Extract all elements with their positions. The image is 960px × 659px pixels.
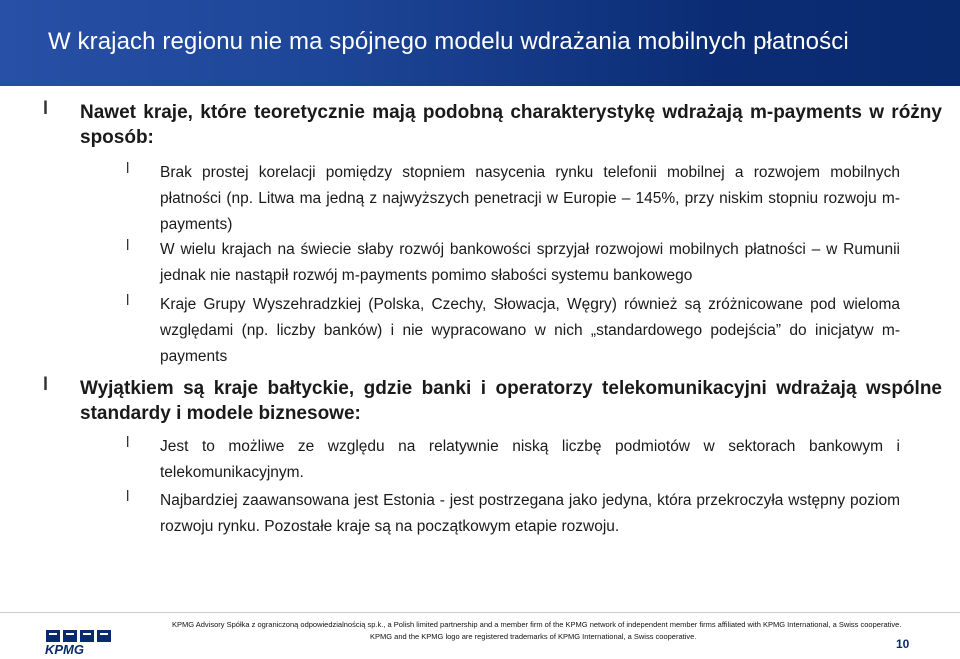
sub-bullet-marker: l [126, 488, 130, 505]
footer-divider [0, 612, 960, 613]
kpmg-logo [44, 630, 116, 656]
bullet-1-text: Nawet kraje, które teoretycznie mają podobną charakterystykę wdrażają m-payments w różny sposób: [80, 102, 942, 148]
bullet-marker: l [43, 374, 49, 394]
sub-bullet-1-3-text: Kraje Grupy Wyszehradzkiej (Polska, Czechy, Słowacja, Węgry) również są zróżnicowane pod wieloma względami (np. liczby banków) i nie wypracowano w nich „standardowego podejścia” do inicjatyw m-payments [160, 296, 900, 365]
sub-bullet-marker: l [126, 292, 130, 309]
sub-bullet-2-2-text: Najbardziej zaawansowana jest Estonia - jest postrzegana jako jedyna, która przekroczyła wstępny poziom rozwoju rynku. Pozostałe kraje są na początkowym etapie rozwoju. [160, 492, 900, 535]
footer-line-2: KPMG and the KPMG logo are registered trademarks of KPMG International, a Swiss cooperative. [370, 632, 697, 641]
svg-text:KPMG: KPMG [45, 642, 84, 656]
sub-bullet-marker: l [126, 237, 130, 254]
page-number: 10 [896, 637, 910, 651]
title-bar [0, 0, 960, 86]
sub-bullet-2-1-text: Jest to możliwe ze względu na relatywnie niską liczbę podmiotów w sektorach bankowym i telekomunikacyjnym. [160, 438, 900, 481]
kpmg-logo-graphic [44, 630, 116, 656]
sub-bullet-marker: l [126, 434, 130, 451]
sub-bullet-1-2-text: W wielu krajach na świecie słaby rozwój bankowości sprzyjał rozwojowi mobilnych płatności – w Rumunii jednak nie nastąpił rozwój m-payments pomimo słabości systemu bankowego [160, 241, 900, 284]
sub-bullet-marker: l [126, 160, 130, 177]
sub-bullet-1-1-text: Brak prostej korelacji pomiędzy stopniem nasycenia rynku telefonii mobilnej a rozwojem mobilnych płatności (np. Litwa ma jedną z najwyższych penetracji w Europie – 145%, przy niskim stopniu rozwoju m-payments) [160, 164, 900, 233]
footer-legal-text [172, 619, 932, 643]
bullet-marker: l [43, 98, 49, 118]
footer-line-1: KPMG Advisory Spółka z ograniczoną odpowiedzialnością sp.k., a Polish limited partnership and a member firm of the KPMG network of independent member firms affiliated with KPMG International, a Swiss cooperative. [172, 620, 902, 629]
slide-title: W krajach regionu nie ma spójnego modelu wdrażania mobilnych płatności [48, 28, 849, 55]
bullet-2-text: Wyjątkiem są kraje bałtyckie, gdzie banki i operatorzy telekomunikacyjni wdrażają wspólne standardy i modele biznesowe: [80, 378, 942, 424]
